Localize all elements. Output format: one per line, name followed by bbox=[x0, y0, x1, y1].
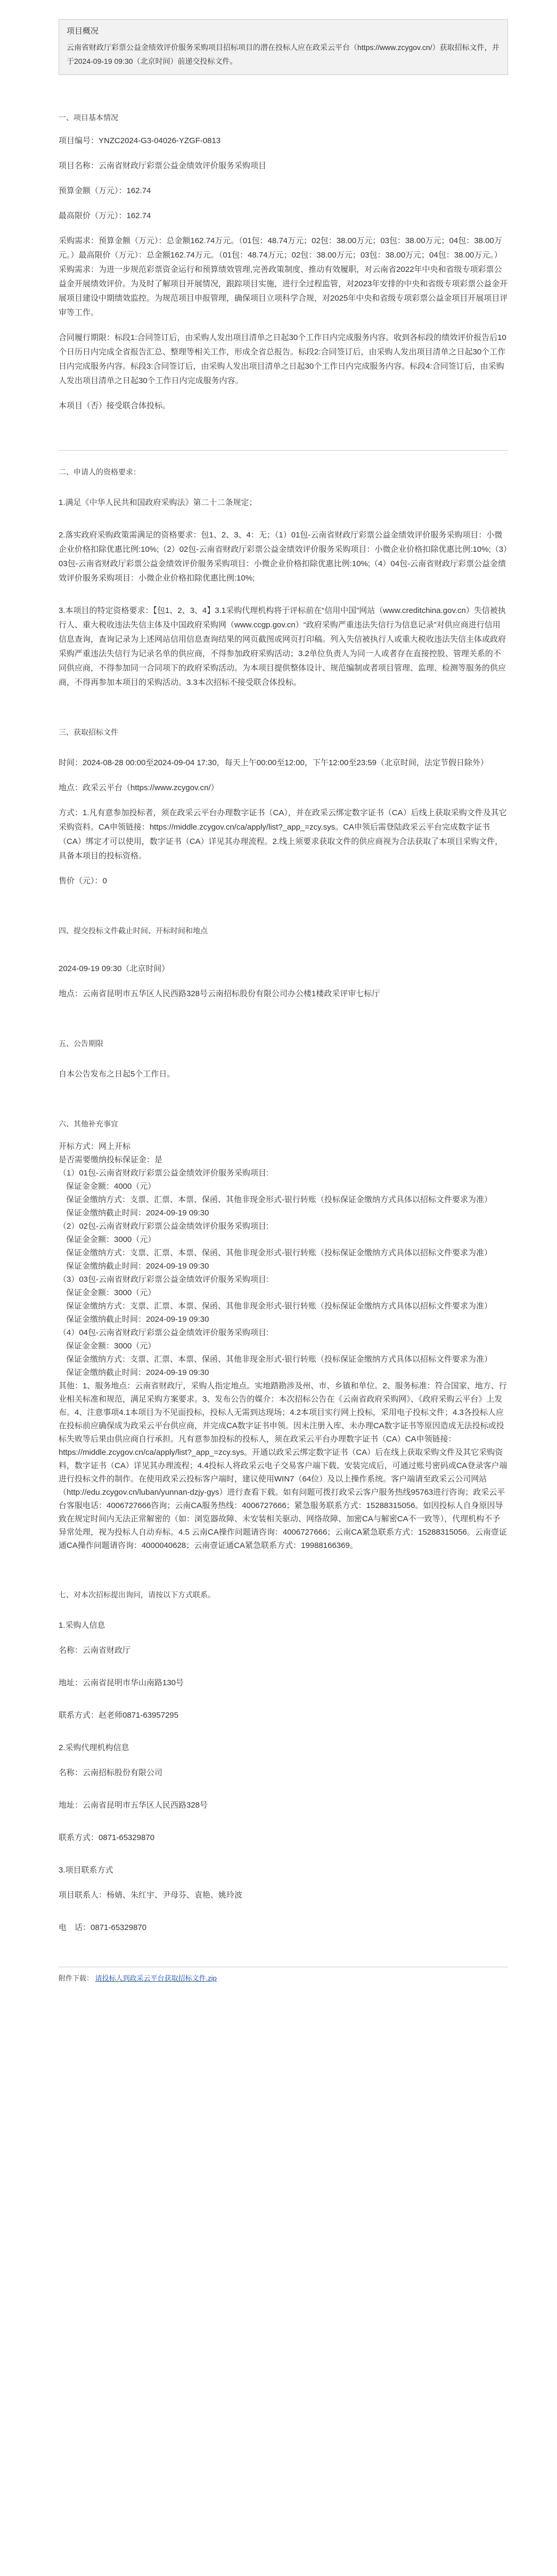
section-6-title: 六、其他补充事宜 bbox=[59, 1120, 118, 1128]
deposit-line: 保证金缴纳方式：支票、汇票、本票、保函、其他非现金形式-银行转账（投标保证金缴纳方式具体以招标文件要求为准） bbox=[66, 1195, 493, 1204]
overview-title: 项目概况 bbox=[67, 27, 99, 36]
buyer-contact: 联系方式：赵老师0871-63957295 bbox=[59, 1711, 179, 1720]
deposit-line: （3）03包-云南省财政厅彩票公益金绩效评价服务采购项目: bbox=[59, 1275, 269, 1284]
doc-time: 时间：2024-08-28 00:00至2024-09-04 17:30，每天上午00:00至12:00，下午12:00至23:59（北京时间，法定节假日除外） bbox=[59, 758, 489, 767]
section-4-title: 四、提交投标文件截止时间、开标时间和地点 bbox=[59, 926, 208, 935]
deposit-line: 保证金金额：3000（元） bbox=[66, 1235, 156, 1244]
attachment-label: 附件下载： bbox=[59, 1974, 94, 1982]
section-3-title: 三、获取招标文件 bbox=[59, 728, 118, 736]
deadline-place: 地点：云南省昆明市五华区人民西路328号云南招标股份有限公司办公楼1楼政采评审七标厅 bbox=[59, 989, 380, 998]
project-contact-title: 3.项目联系方式 bbox=[59, 1866, 113, 1875]
section-2-title: 二、申请人的资格要求： bbox=[59, 468, 141, 476]
agent-contact: 联系方式：0871-65329870 bbox=[59, 1833, 155, 1842]
deposit-line: 是否需要缴纳投标保证金：是 bbox=[59, 1155, 163, 1164]
qualification-2: 2.落实政府采购政策需满足的资格要求：包1、2、3、4：无；（1）01包-云南省财政厅彩票公益金绩效评价服务采购项目：小微企业价格扣除优惠比例:10%;（2）02包-云南省财政厅彩票公益金绩效评价服务采购项目：小微企业价格扣除优惠比例:10%;（3）03包-云南省财政厅彩票公益金绩效评价服务采购项目：小微企业价格扣除优惠比例:10%;（4）04包-云南省财政厅彩票公益金绩效评价服务采购项目：小微企业价格扣除优惠比例:10%; bbox=[59, 531, 507, 583]
deposit-line: 保证金缴纳截止时间：2024-09-19 09:30 bbox=[66, 1315, 209, 1324]
deposit-line: 保证金缴纳截止时间：2024-09-19 09:30 bbox=[66, 1208, 209, 1217]
qualification-1: 1.满足《中华人民共和国政府采购法》第二十二条规定； bbox=[59, 498, 257, 507]
qualification-3: 3.本项目的特定资格要求：【包1、2、3、4】3.1采购代理机构将于评标前在“信用中国”网站（www.creditchina.gov.cn）失信被执行人、重大税收违法失信主体及中国政府采购网（www.ccgp.gov.cn）“政府采购严重违法失信行为信息记录”对供应商进行信用信息查询，查询记录为上述网站信用信息查询结果的网页截图或网页打印稿。列入失信被执行人或重大税收违法失信主体或政府采购严重违法失信行为记录名单的供应商，不得参加政府采购活动；3.2单位负责人为同一人或者存在直接控股、管理关系的不同供应商，不得参加同一合同项下的政府采购活动。为本项目提供整体设计、规范编制或者项目管理、监理、检测等服务的供应商，不得再参加本项目的采购活动。3.3本次招标不接受联合体投标。 bbox=[59, 606, 506, 687]
contract-period: 合同履行期限：标段1:合同签订后，由采购人发出项目清单之日起30个工作日内完成服务内容。收到各标段的绩效评价报告后10个日历日内完成全省报告汇总、整理等相关工作，形成全省总报告。标段2:合同签订后，由采购人发出项目清单之日起30个工作日内完成服务内容。标段3:合同签订后，由采购人发出项目清单之日起30个工作日内完成服务内容。标段4:合同签订后，由采购人发出项目清单之日起30个工作日内完成服务内容。 bbox=[59, 333, 506, 385]
project-contact-people: 项目联系人：杨婧、朱红宇、尹母芬、袁艳、姚玲波 bbox=[59, 1891, 243, 1900]
project-overview-box bbox=[59, 19, 508, 75]
buyer-name: 名称：云南省财政厅 bbox=[59, 1646, 131, 1655]
doc-method: 方式：1.凡有意参加投标者，须在政采云平台办理数字证书（CA），并在政采云绑定数字证书（CA）后线上获取采购文件及其它采购资料。CA申领链接：https://middle.zcygov.cn/ca/apply/list?_app_=zcy.sys。CA申领后需登陆政采云平台完成数字证书（CA）绑定才可以使用，数字证书（CA）详见其办理流程。2.线上须要求获取文件的供应商视为合法获取了本项目采购文件，具备本项目的投标资格。 bbox=[59, 808, 507, 860]
section-1-title: 一、项目基本情况 bbox=[59, 113, 118, 122]
agent-name: 名称：云南招标股份有限公司 bbox=[59, 1768, 163, 1777]
deposit-line: 保证金金额：4000（元） bbox=[66, 1182, 156, 1191]
deposit-line: （4）04包-云南省财政厅彩票公益金绩效评价服务采购项目: bbox=[59, 1328, 269, 1337]
deadline-time: 2024-09-19 09:30（北京时间） bbox=[59, 964, 170, 973]
buyer-info-title: 1.采购人信息 bbox=[59, 1621, 105, 1630]
other-notes: 其他：1、服务地点：云南省财政厅，采购人指定地点。实地踏勘涉及州、市、乡镇和单位。2、服务标准：符合国家、地方、行业相关标准和规范，满足采购方案要求。3、发布公告的媒介：本次招标公告在《云南省政府采购网》、《政府采购云平台》上发布。4、注意事项4.1本项目为不见面投标，投标人无需到达现场；4.2本项目实行网上投标，采用电子投标文件；4.3各投标人应在投标前应确保成为政采云平台供应商，并完成CA数字证书申领。因未注册入库、未办理CA数字证书等原因造成无法投标或投标失败等后果由供应商自行承担。凡有意参加投标的投标人，须在政采云平台办理数字证书（CA）CA申领链接：https://middle.zcygov.cn/ca/apply/list?_app_=zcy.sys。开通以政采云绑定数字证书（CA）后在线上获取采购文件及其它采购资料，数字证书（CA）详见其办理流程；4.4投标人将政采云电子交易客户端下载、安装完成后，可通过账号密码或CA登录客户端进行投标文件的制作。在使用政采云投标客户端时，建议使用WIN7（64位）及以上操作系统。客户端请至政采云公司网站（http://edu.zcygov.cn/luban/yunnan-dzjy-gys）进行查看下载。如有问题可拨打政采云客户服务热线95763进行咨询；政采云平台客服电话：4006727666咨询；云南CA服务热线：4006727666；紧急服务联系方式：15288315056。如因投标人自身原因导致在规定时间内无法正常解密的（如：浏览器故障、未安装相关驱动、网络故障、加密CA与解密CA不一致等），代理机构不予异常处理，视为投标人自动弃标。4.5 云南CA操作问题请咨询：4006727666；云南CA紧急联系方式：15288315056。云南壹证通CA操作问题请咨询：4000040628；云南壹证通CA紧急联系方式：19988166369。 bbox=[59, 1381, 507, 1550]
section-7-title: 七、对本次招标提出询问，请按以下方式联系。 bbox=[59, 1591, 215, 1599]
doc-price: 售价（元）：0 bbox=[59, 876, 107, 885]
procurement-demand: 采购需求：预算金额（万元）：总金额162.74万元。（01包：48.74万元；02包：38.00万元；03包：38.00万元；04包：38.00万元。）最高限价（万元）：总金额162.74万元。（01包：48.74万元；02包：38.00万元；03包：38.00万元；04包：38.00万元。）采购需求：为进一步规范彩票资金运行和预算绩效管理,完善政策制度、推动有效履职，对云南省2022年中央和省级专项彩票公益金开展绩效评价。为及时了解项目开展情况，跟踪项目实施，进行全过程监管，对2023年安排的中央和省级专项彩票公益金开展项目建设中期绩效监控。为规范项目申报管理，确保项目立项科学合规，对2025年中央和省级专项彩票公益金项目开展项目评审等工作。 bbox=[59, 236, 508, 317]
budget-amount: 预算金额（万元）：162.74 bbox=[59, 186, 151, 195]
deposit-line: 保证金金额：3000（元） bbox=[66, 1288, 156, 1297]
deposit-list bbox=[59, 1140, 508, 1379]
project-name: 项目名称：云南省财政厅彩票公益金绩效评价服务采购项目 bbox=[59, 161, 267, 170]
doc-place: 地点：政采云平台（https://www.zcygov.cn/） bbox=[59, 783, 219, 792]
agent-address: 地址：云南省昆明市五华区人民西路328号 bbox=[59, 1801, 208, 1810]
divider bbox=[59, 450, 508, 451]
notice-period: 自本公告发布之日起5个工作日。 bbox=[59, 1070, 175, 1079]
buyer-address: 地址：云南省昆明市华山南路130号 bbox=[59, 1678, 184, 1687]
deposit-line: （2）02包-云南省财政厅彩票公益金绩效评价服务采购项目: bbox=[59, 1222, 269, 1231]
attachment-bar bbox=[59, 1967, 508, 1983]
overview-text: 云南省财政厅彩票公益金绩效评价服务采购项目招标项目的潜在投标人应在政采云平台（https://www.zcygov.cn/）获取招标文件，并于2024-09-19 09:30（北京时间）前递交投标文件。 bbox=[67, 43, 499, 65]
deposit-line: 保证金缴纳方式：支票、汇票、本票、保函、其他非现金形式-银行转账（投标保证金缴纳方式具体以招标文件要求为准） bbox=[66, 1248, 493, 1257]
project-contact-phone: 电 话：0871-65329870 bbox=[59, 1923, 147, 1932]
deposit-line: （1）01包-云南省财政厅彩票公益金绩效评价服务采购项目: bbox=[59, 1169, 269, 1178]
deposit-line: 保证金缴纳方式：支票、汇票、本票、保函、其他非现金形式-银行转账（投标保证金缴纳方式具体以招标文件要求为准） bbox=[66, 1302, 493, 1311]
deposit-line: 保证金缴纳截止时间：2024-09-19 09:30 bbox=[66, 1262, 209, 1271]
agent-info-title: 2.采购代理机构信息 bbox=[59, 1743, 129, 1752]
max-price: 最高限价（万元）：162.74 bbox=[59, 211, 151, 220]
deposit-line: 保证金缴纳截止时间：2024-09-19 09:30 bbox=[66, 1368, 209, 1377]
deposit-line: 开标方式：网上开标 bbox=[59, 1142, 131, 1151]
deposit-line: 保证金金额：3000（元） bbox=[66, 1341, 156, 1351]
section-5-title: 五、公告期限 bbox=[59, 1039, 103, 1048]
joint-bid-note: 本项目（否）接受联合体投标。 bbox=[59, 401, 171, 410]
project-number: 项目编号：YNZC2024-G3-04026-YZGF-0813 bbox=[59, 136, 221, 145]
attachment-link[interactable]: 请投标人到政采云平台获取招标文件.zip bbox=[95, 1974, 217, 1982]
deposit-line: 保证金缴纳方式：支票、汇票、本票、保函、其他非现金形式-银行转账（投标保证金缴纳方式具体以招标文件要求为准） bbox=[66, 1355, 493, 1364]
